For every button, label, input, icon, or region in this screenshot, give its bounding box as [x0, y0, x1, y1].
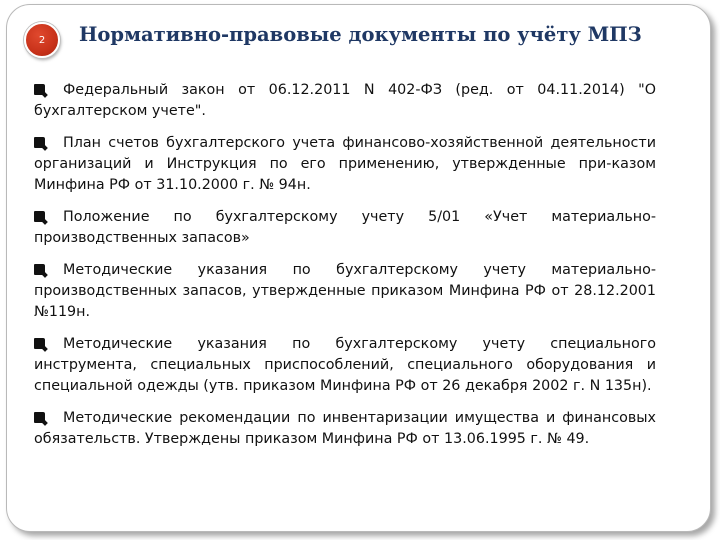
square-bullet-icon	[34, 137, 45, 148]
square-bullet-icon	[34, 338, 45, 349]
slide-number-badge	[24, 22, 60, 58]
list-item	[34, 133, 656, 196]
square-bullet-icon	[34, 84, 45, 95]
list-item-text: Методические рекомендации по инвентаризации имущества и финансовых обязательств. Утверждены приказом Минфина РФ от 13.06.1995 г. № 49.	[34, 410, 656, 447]
document-list	[34, 80, 656, 461]
list-item-text: Федеральный закон от 06.12.2011 N 402-ФЗ (ред. от 04.11.2014) "О бухгалтерском учете".	[34, 82, 656, 119]
list-item	[34, 334, 656, 397]
list-item-text: План счетов бухгалтерского учета финансово-хозяйственной деятельности организаций и Инструкция по его применению, утвержденные при-казом Минфина РФ от 31.10.2000 г. № 94н.	[34, 135, 656, 193]
list-item	[34, 207, 656, 249]
list-item	[34, 80, 656, 122]
slide-number: 2	[38, 34, 46, 46]
list-item	[34, 408, 656, 450]
square-bullet-icon	[34, 412, 45, 423]
square-bullet-icon	[34, 264, 45, 275]
square-bullet-icon	[34, 211, 45, 222]
slide-title: Нормативно-правовые документы по учёту МПЗ	[79, 23, 642, 46]
list-item	[34, 260, 656, 323]
list-item-text: Методические указания по бухгалтерскому учету специального инструмента, специальных приспособлений, специального оборудования и специальной одежды (утв. приказом Минфина РФ от 26 декабря 2002 г. N 135н).	[34, 336, 656, 394]
list-item-text: Положение по бухгалтерскому учету 5/01 «Учет материально-производственных запасов»	[34, 209, 656, 246]
list-item-text: Методические указания по бухгалтерскому учету материально-производственных запасов, утвержденные приказом Минфина РФ от 28.12.2001 №119н.	[34, 262, 656, 320]
